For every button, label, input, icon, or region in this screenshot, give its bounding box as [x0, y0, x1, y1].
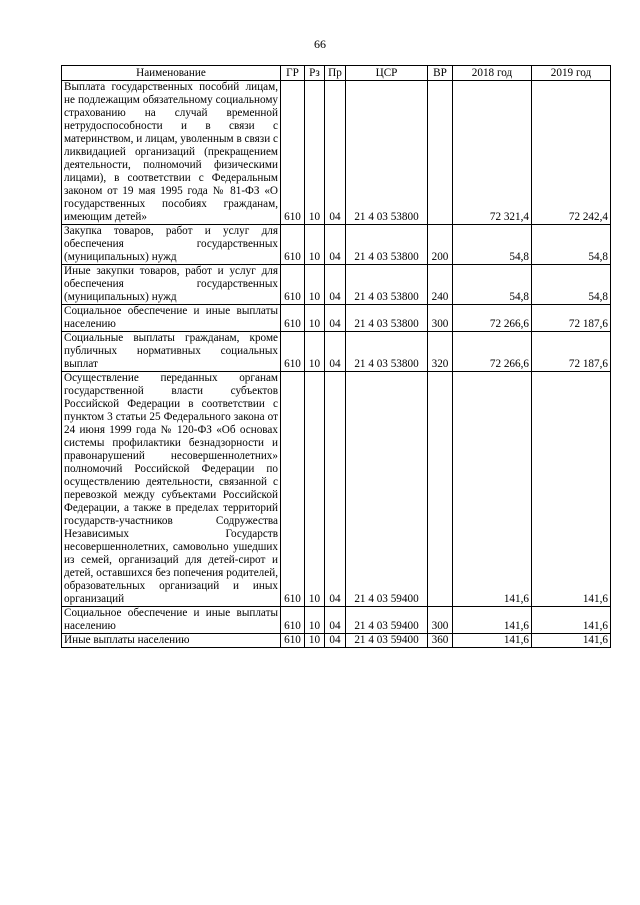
row-name: Закупка товаров, работ и услуг для обеспечения государственных (муниципальных) нужд — [62, 225, 281, 265]
row-name: Социальное обеспечение и иные выплаты населению — [62, 607, 281, 634]
table-row — [62, 372, 611, 607]
header-2018: 2018 год — [453, 66, 532, 81]
row-2019: 141,6 — [532, 372, 611, 607]
row-vr: 200 — [428, 225, 453, 265]
row-csr: 21 4 03 59400 — [346, 634, 428, 648]
header-pr: Пр — [325, 66, 346, 81]
row-gr: 610 — [281, 634, 305, 648]
table-row — [62, 225, 611, 265]
table-row — [62, 265, 611, 305]
row-csr: 21 4 03 53800 — [346, 305, 428, 332]
row-pr: 04 — [325, 372, 346, 607]
table-row — [62, 634, 611, 648]
row-2018: 141,6 — [453, 607, 532, 634]
row-2018: 141,6 — [453, 372, 532, 607]
header-gr: ГР — [281, 66, 305, 81]
row-gr: 610 — [281, 225, 305, 265]
table-row — [62, 81, 611, 225]
row-2019: 72 187,6 — [532, 305, 611, 332]
row-vr — [428, 81, 453, 225]
row-vr: 300 — [428, 305, 453, 332]
row-gr: 610 — [281, 332, 305, 372]
row-gr: 610 — [281, 372, 305, 607]
row-2018: 141,6 — [453, 634, 532, 648]
row-name: Социальное обеспечение и иные выплаты населению — [62, 305, 281, 332]
header-name: Наименование — [62, 66, 281, 81]
row-gr: 610 — [281, 265, 305, 305]
header-csr: ЦСР — [346, 66, 428, 81]
row-2018: 54,8 — [453, 225, 532, 265]
row-name: Выплата государственных пособий лицам, не подлежащим обязательному социальному страхованию на случай временной нетрудоспособности и в связи с материнством, и лицам, уволенным в связи с ликвидацией организаций (прекращением деятельности, полномочий физическими лицами), в соответствии с Федеральным законом от 19 мая 1995 года № 81-ФЗ «О государственных пособиях гражданам, имеющим детей» — [62, 81, 281, 225]
header-rz: Рз — [305, 66, 325, 81]
row-vr: 240 — [428, 265, 453, 305]
row-csr: 21 4 03 53800 — [346, 225, 428, 265]
row-name: Социальные выплаты гражданам, кроме публичных нормативных социальных выплат — [62, 332, 281, 372]
row-gr: 610 — [281, 305, 305, 332]
header-vr: ВР — [428, 66, 453, 81]
row-gr: 610 — [281, 607, 305, 634]
row-2019: 72 242,4 — [532, 81, 611, 225]
header-2019: 2019 год — [532, 66, 611, 81]
row-2018: 72 321,4 — [453, 81, 532, 225]
row-rz: 10 — [305, 634, 325, 648]
row-rz: 10 — [305, 607, 325, 634]
row-gr: 610 — [281, 81, 305, 225]
row-csr: 21 4 03 53800 — [346, 81, 428, 225]
row-rz: 10 — [305, 265, 325, 305]
row-2019: 54,8 — [532, 225, 611, 265]
row-pr: 04 — [325, 634, 346, 648]
row-vr: 320 — [428, 332, 453, 372]
row-rz: 10 — [305, 372, 325, 607]
row-pr: 04 — [325, 265, 346, 305]
row-pr: 04 — [325, 305, 346, 332]
row-name: Иные закупки товаров, работ и услуг для обеспечения государственных (муниципальных) нужд — [62, 265, 281, 305]
row-pr: 04 — [325, 607, 346, 634]
row-2019: 72 187,6 — [532, 332, 611, 372]
header-row — [62, 66, 611, 81]
row-pr: 04 — [325, 332, 346, 372]
row-vr: 360 — [428, 634, 453, 648]
row-csr: 21 4 03 59400 — [346, 372, 428, 607]
row-2018: 72 266,6 — [453, 332, 532, 372]
row-2018: 54,8 — [453, 265, 532, 305]
row-rz: 10 — [305, 305, 325, 332]
row-vr: 300 — [428, 607, 453, 634]
row-name: Осуществление переданных органам государственной власти субъектов Российской Федерации в соответствии с пунктом 3 статьи 25 Федерального закона от 24 июня 1999 года № 120-ФЗ «Об основах системы профилактики безнадзорности и правонарушений несовершеннолетних» полномочий Российской Федерации по осуществлению деятельности, связанной с перевозкой между субъектами Российской Федерации, а также в пределах территорий государств-участников Содружества Независимых Государств несовершеннолетних, самовольно ушедших из семей, организаций для детей-сирот и детей, оставшихся без попечения родителей, образовательных организаций и иных организаций — [62, 372, 281, 607]
row-csr: 21 4 03 59400 — [346, 607, 428, 634]
page-number: 66 — [314, 37, 326, 51]
table-row — [62, 332, 611, 372]
row-rz: 10 — [305, 332, 325, 372]
row-csr: 21 4 03 53800 — [346, 332, 428, 372]
row-vr — [428, 372, 453, 607]
row-rz: 10 — [305, 225, 325, 265]
row-pr: 04 — [325, 225, 346, 265]
row-2019: 141,6 — [532, 634, 611, 648]
row-pr: 04 — [325, 81, 346, 225]
row-name: Иные выплаты населению — [62, 634, 281, 648]
row-2019: 141,6 — [532, 607, 611, 634]
table-row — [62, 607, 611, 634]
row-2018: 72 266,6 — [453, 305, 532, 332]
row-rz: 10 — [305, 81, 325, 225]
budget-table — [61, 65, 611, 648]
row-2019: 54,8 — [532, 265, 611, 305]
table-row — [62, 305, 611, 332]
row-csr: 21 4 03 53800 — [346, 265, 428, 305]
